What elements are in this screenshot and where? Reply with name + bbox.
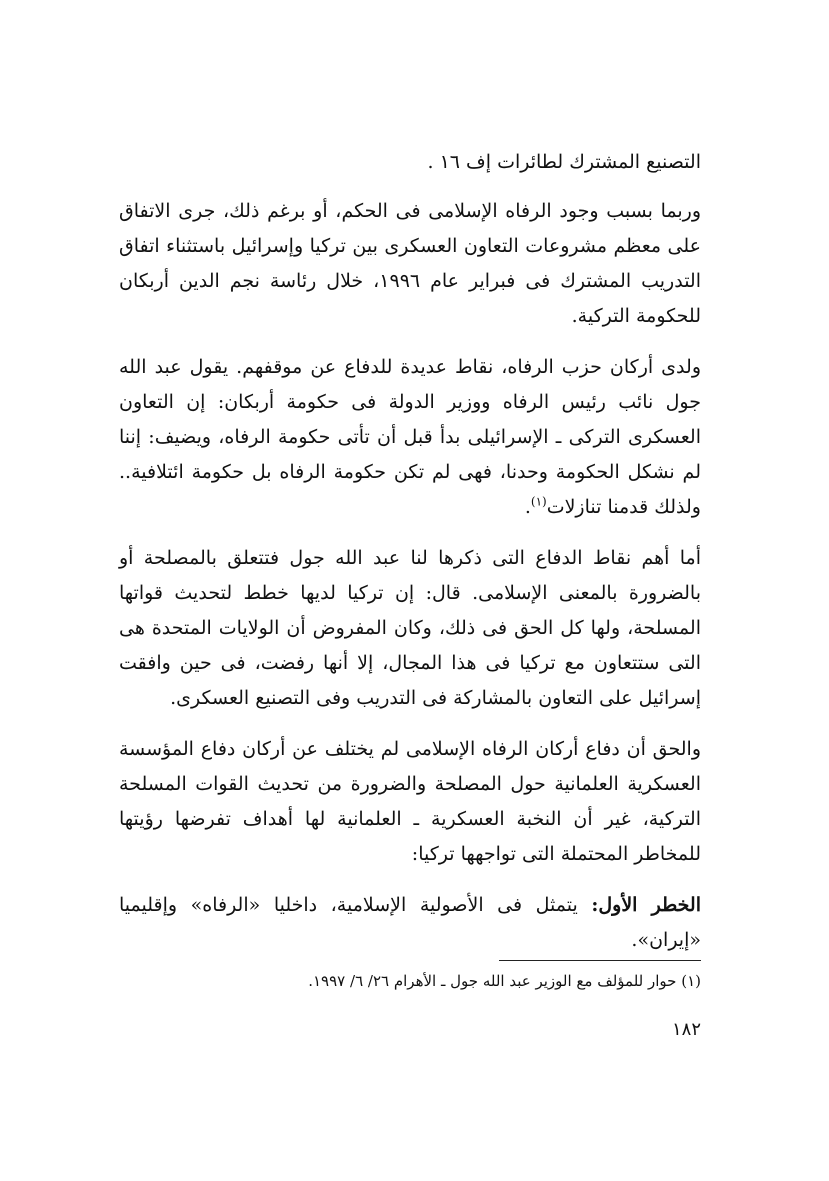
page-number: ١٨٢ xyxy=(671,1019,701,1040)
footnote-divider xyxy=(499,960,701,961)
paragraph-refah-in-government: وربما بسبب وجود الرفاه الإسلامى فى الحكم، أو برغم ذلك، جرى الاتفاق على معظم مشروعات التعاون العسكرى بين تركيا وإسرائيل باستثناء اتفاق التدريب المشترك فى فبراير عام ١٩٩٦، خلال رئاسة نجم الدين أربكان للحكومة التركية. xyxy=(119,200,701,327)
first-danger-label: الخطر الأول: xyxy=(591,894,701,916)
paragraph-military-elite: والحق أن دفاع أركان الرفاه الإسلامى لم يختلف عن أركان دفاع المؤسسة العسكرية العلمانية حول المصلحة والضرورة من تحديث القوات المسلحة التركية، غير أن النخبة العسكرية ـ العلمانية لها أهداف تفرضها رؤيتها للمخاطر المحتملة التى تواجهها تركيا: xyxy=(119,738,701,865)
paragraph-necessity-argument: أما أهم نقاط الدفاع التى ذكرها لنا عبد الله جول فتتعلق بالمصلحة أو بالضرورة بالمعنى الإسلامى. قال: إن تركيا لديها خطط لتحديث قواتها المسلحة، ولها كل الحق فى ذلك، وكان المفروض أن الولايات المتحدة هى التى ستتعاون مع تركيا فى هذا المجال، إلا أنها رفضت، فى حين وافقت إسرائيل على التعاون بالمشاركة فى التدريب وفى التصنيع العسكرى. xyxy=(119,547,701,709)
paragraph-text: ولدى أركان حزب الرفاه، نقاط عديدة للدفاع عن موقفهم. يقول عبد الله جول نائب رئيس الرفاه ووزير الدولة فى حكومة أربكان: إن التعاون العسكرى التركى ـ الإسرائيلى بدأ قبل أن تأتى حكومة الرفاه، ويضيف: إننا لم نشكل الحكومة وحدنا، فهى لم تكن حكومة الرفاه بل حكومة ائتلافية.. ولذلك قدمنا تنازلات xyxy=(119,356,701,518)
page-body xyxy=(119,145,701,974)
paragraph-tail: . xyxy=(524,496,531,518)
footnote-reference: (١) xyxy=(530,494,547,509)
continued-line: التصنيع المشترك لطائرات إف ١٦ . xyxy=(427,151,701,173)
paragraph-first-danger xyxy=(119,888,701,958)
paragraph-refah-defense-points xyxy=(119,350,701,525)
footnote: (١) حوار للمؤلف مع الوزير عبد الله جول ـ الأهرام ٢٦/ ٦/ ١٩٩٧. xyxy=(308,972,701,990)
first-danger-text: يتمثل فى الأصولية الإسلامية، داخليا «الرفاه» وإقليميا «إيران». xyxy=(119,894,701,951)
